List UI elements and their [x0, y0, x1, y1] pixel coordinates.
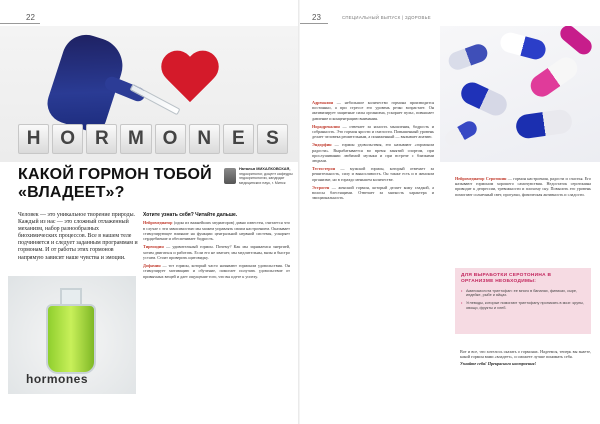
info-box-item: • Аминокислота триптофан: ее много в бананах, финиках, сыре, индейке, рыбе и яйцах.	[461, 289, 585, 299]
hormone-term: Норадреналин	[312, 123, 340, 129]
capsule-icon	[498, 30, 548, 61]
capsule-icon	[526, 53, 581, 101]
hormone-term: Эстроген	[312, 184, 330, 190]
section-label: СПЕЦИАЛЬНЫЙ ВЫПУСК | ЗДОРОВЬЕ	[342, 15, 431, 20]
paragraph-text: (один из важнейших медиаторов) давно известен, считается что в случае с эти зависимостью мы можем управлять своим настроением. Оказывает стимулирующее влияние на функции центральной нервной системы, ускоряет сердцебиение и обеспечивает бодрость.	[143, 220, 290, 241]
author-name: Наталья МИХАЛКОВСКАЯ,	[239, 166, 291, 171]
info-box-title: ДЛЯ ВЫРАБОТКИ СЕРОТОНИНА В ОРГАНИЗМЕ НЕОБХОДИМЫ:	[461, 273, 552, 284]
page-number-rule	[0, 23, 40, 24]
paragraph-text: — удивительный гормон. Почему? Как мы заряжаемся энергией, хотим двигаться и работать. Если его не хватает, мы медлительны, вялы и быстро устаем. Стоит проверить щитовидку.	[143, 244, 290, 260]
pills-image	[440, 26, 600, 162]
page-number: 23	[312, 13, 321, 22]
article-paragraph	[312, 185, 434, 201]
heart-icon	[160, 52, 220, 108]
paragraph-text: — гормон удовольствия, его называют «гормоном радости». Вырабатывается во время занятий спортом, при прослушивании любимой музыки и при встрече с близкими людьми.	[312, 142, 434, 164]
paragraph-text: — женский гормон, который делает кожу гладкой, а волосы блестящими. Отвечает за мягкость характера и эмоциональность.	[312, 184, 434, 201]
article-column	[143, 213, 290, 282]
article-paragraph	[143, 244, 290, 260]
author-avatar	[224, 168, 236, 184]
capsule-icon	[443, 119, 480, 149]
flask-caption: hormones	[26, 372, 89, 386]
page-number-rule	[300, 23, 328, 24]
closing-paragraph	[460, 349, 591, 367]
letter-tile: N	[189, 124, 220, 154]
article-column	[312, 100, 434, 203]
letter-tile: O	[52, 124, 83, 154]
letter-tile: H	[18, 124, 49, 154]
article-paragraph	[312, 100, 434, 121]
serotonin-info-box	[455, 268, 591, 334]
letter-tile: R	[86, 124, 117, 154]
capsule-icon	[446, 42, 490, 73]
hormone-term: Тестостерон	[312, 166, 336, 172]
article-paragraph	[455, 176, 591, 197]
paragraph-text: — мужской гормон, который отвечает за решительность, силу и выносливость. Он также есть и в женском организме, но в гораздо меньшем количестве.	[312, 166, 434, 182]
article-headline: КАКОЙ ГОРМОН ТОБОЙ «ВЛАДЕЕТ»?	[18, 166, 212, 201]
article-paragraph	[312, 142, 434, 163]
article-paragraph	[143, 263, 290, 279]
closing-text: Вот и все, что хотелось сказать о гормонах. Надеемся, теперь вы знаете, какой гормон вами «владеет», и сможете лучше понимать себя.	[460, 349, 591, 360]
signoff-text: Узнайте себя! Прекрасного настроения!	[460, 361, 537, 367]
hormone-term: Адреналин	[312, 100, 334, 105]
hormone-term: Нейромедиатор Серотонин	[455, 176, 507, 181]
author-bio: эндокринолог, доцент кафедры эндокринологии, кандидат медицинских наук, г. Минск	[239, 171, 293, 185]
article-paragraph	[312, 166, 434, 182]
paragraph-text: — гормон настроения, радости и счастья. Его называют гормоном хорошего самочувствия. Недостаток серотонина приводит к депрессии, тревожности и плохому сну. Повысить его уровень помогают солнечный свет, прогулки, физическая активность и сладости.	[455, 176, 592, 197]
hormone-term: Тиреоидин	[143, 244, 164, 250]
right-page	[300, 0, 600, 424]
column-question: Хотите узнать себя? Читайте дальше.	[143, 212, 238, 218]
letter-tile: O	[155, 124, 186, 154]
paragraph-text: — тот гормон, который часто называют гормоном удовольствия. Он стимулирует мотивацию и обучение, помогает получать удовольствие от привычных вещей и дает ощущение того, что вы идете к успеху.	[143, 263, 290, 279]
hormone-term: Нейромедиатор	[143, 220, 173, 226]
article-paragraph	[312, 124, 434, 140]
flask-image	[8, 276, 136, 394]
hormone-term: Дофамин	[143, 263, 161, 268]
page-number: 22	[26, 13, 35, 22]
capsule-icon	[557, 26, 595, 58]
hormone-term: Эндорфин	[312, 142, 332, 148]
letter-tile: M	[120, 124, 151, 154]
letter-tile: S	[257, 124, 288, 154]
flask-icon	[46, 304, 96, 374]
hero-image-hormones	[0, 26, 300, 162]
article-paragraph	[143, 220, 290, 241]
article-lead: Человек — это уникальное творение природы. Каждый из нас — это сложный отлаженный механизм, набор разнообразных биохимических процессов. Все в нашем теле подчиняется и следует заданным программам и гормонам. И от работы этих гормонов напрямую зависит наше чувства и эмоции.	[18, 212, 138, 261]
paragraph-text: — небольшое количество гормона производится постоянно, а при стрессе его уровень резко возрастает. Он активизирует защитные силы организма, ускоряет пульс, повышает давление и концентрацию внимания.	[312, 100, 434, 121]
capsule-icon	[458, 79, 511, 119]
article-column	[455, 176, 591, 200]
letter-tile: E	[223, 124, 254, 154]
letter-tiles	[18, 124, 288, 154]
author-block	[239, 167, 295, 185]
info-box-item: • Углеводы, которые помогают триптофану проникать в мозг: крупы, овощи, фрукты и хлеб.	[461, 301, 585, 311]
capsule-icon	[515, 108, 574, 140]
paragraph-text: — отвечает за ясность мышления, бодрость и собранность. Это гормон ярости и смелости. Повышенный уровень делает человека решительным, а пониженный — вызывает апатию.	[312, 123, 434, 140]
